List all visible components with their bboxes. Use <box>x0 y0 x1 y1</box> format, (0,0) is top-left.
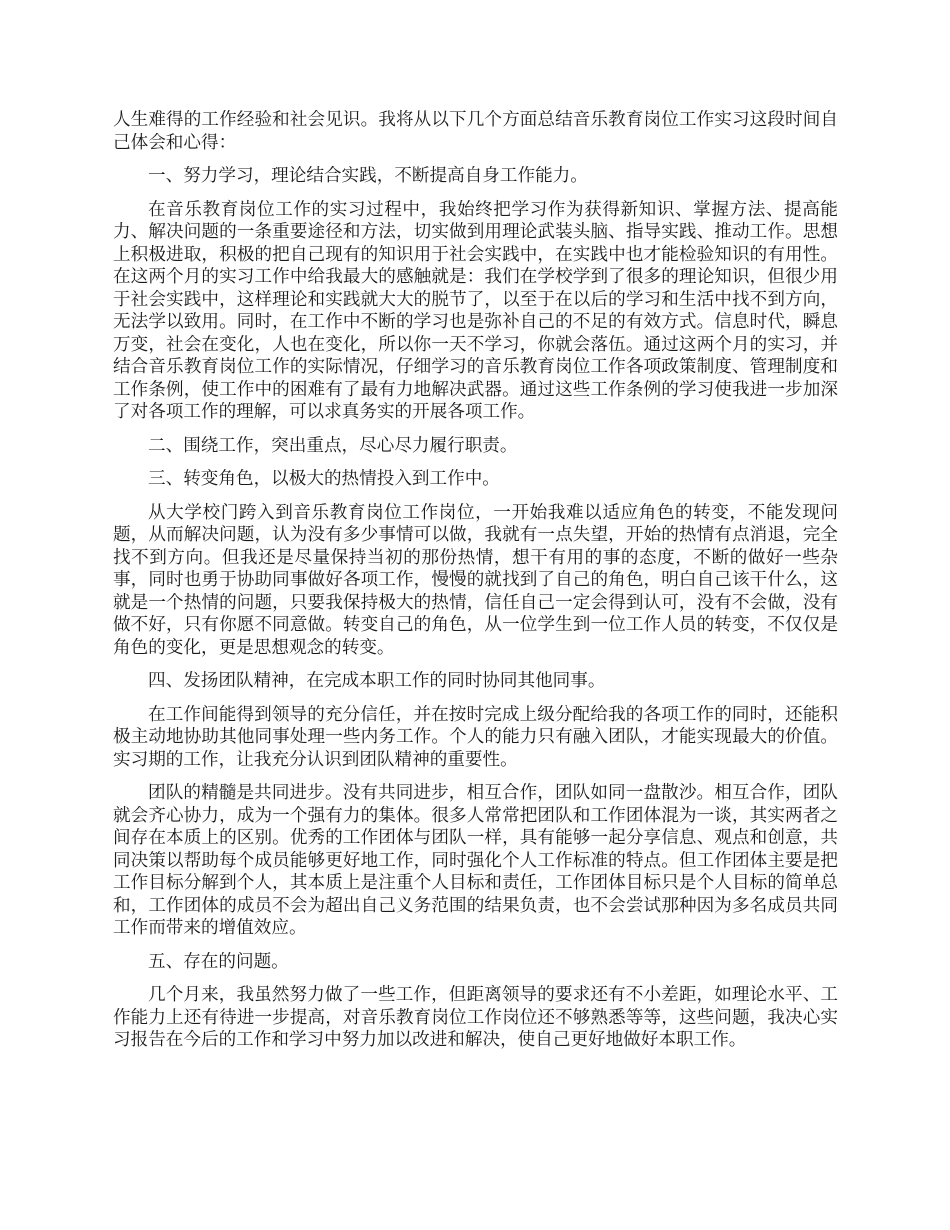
section-heading-5: 五、存在的问题。 <box>148 951 289 972</box>
paragraph-intro-continuation: 人生难得的工作经验和社会见识。我将从以下几个方面总结音乐教育岗位工作实习这段时间自己体会和心得： <box>113 110 838 153</box>
section-heading-4: 四、发扬团队精神，在完成本职工作的同时协同其他同事。 <box>148 671 606 691</box>
paragraph-role-change: 从大学校门跨入到音乐教育岗位工作岗位，一开始我难以适应角色的转变，不能发现问题，从而解决问题，认为没有多少事情可以做，我就有一点失望，开始的热情有点消退，完全找不到方向。但我还是尽量保持当初的那份热情，想干有用的事的态度，不断的做好一些杂事，同时也勇于协助同事做好各项工作，慢慢的就找到了自己的角色，明白自己该干什么，这就是一个热情的问题，只要我保持极大的热情，信任自己一定会得到认可，没有不会做，没有做不好，只有你愿不同意做。转变自己的角色，从一位学生到一位工作人员的转变，不仅仅是角色的变化，更是思想观念的转变。 <box>113 502 838 658</box>
document-body <box>113 109 838 1063</box>
paragraph-study: 在音乐教育岗位工作的实习过程中，我始终把学习作为获得新知识、掌握方法、提高能力、解决问题的一条重要途径和方法，切实做到用理论武装头脑、指导实践、推动工作。思想上积极进取，积极的把自己现有的知识用于社会实践中，在实践中也才能检验知识的有用性。在这两个月的实习工作中给我最大的感触就是：我们在学校学到了很多的理论知识，但很少用于社会实践中，这样理论和实践就大大的脱节了，以至于在以后的学习和生活中找不到方向，无法学以致用。同时，在工作中不断的学习也是弥补自己的不足的有效方式。信息时代，瞬息万变，社会在变化，人也在变化，所以你一天不学习，你就会落伍。通过这两个月的实习，并结合音乐教育岗位工作的实际情况，仔细学习的音乐教育岗位工作各项政策制度、管理制度和工作条例，使工作中的困难有了最有力地解决武器。通过这些工作条例的学习使我进一步加深了对各项工作的理解，可以求真务实的开展各项工作。 <box>113 199 838 422</box>
paragraph-teamwork: 在工作间能得到领导的充分信任，并在按时完成上级分配给我的各项工作的同时，还能积极主动地协助其他同事处理一些内务工作。个人的能力只有融入团队，才能实现最大的价值。实习期的工作，让我充分认识到团队精神的重要性。 <box>113 704 838 770</box>
section-heading-1: 一、努力学习，理论结合实践，不断提高自身工作能力。 <box>148 166 588 186</box>
paragraph-team-essence: 团队的精髓是共同进步。没有共同进步，相互合作，团队如同一盘散沙。相互合作，团队就会齐心协力，成为一个强有力的集体。很多人常常把团队和工作团体混为一谈，其实两者之间存在本质上的区别。优秀的工作团体与团队一样，具有能够一起分享信息、观点和创意，共同决策以帮助每个成员能够更好地工作，同时强化个人工作标准的特点。但工作团体主要是把工作目标分解到个人，其本质上是注重个人目标和责任，工作团体目标只是个人目标的简单总和，工作团体的成员不会为超出自己义务范围的结果负责，也不会尝试那种因为多名成员共同工作而带来的增值效应。 <box>113 783 838 938</box>
section-heading-2: 二、围绕工作，突出重点，尽心尽力履行职责。 <box>148 435 518 456</box>
section-heading-3: 三、转变角色，以极大的热情投入到工作中。 <box>148 469 500 489</box>
paragraph-problems: 几个月来，我虽然努力做了一些工作，但距离领导的要求还有不小差距，如理论水平、工作能力上还有待进一步提高，对音乐教育岗位工作岗位还不够熟悉等等，这些问题，我决心实习报告在今后的工作和学习中努力加以改进和解决，使自己更好地做好本职工作。 <box>113 985 838 1050</box>
